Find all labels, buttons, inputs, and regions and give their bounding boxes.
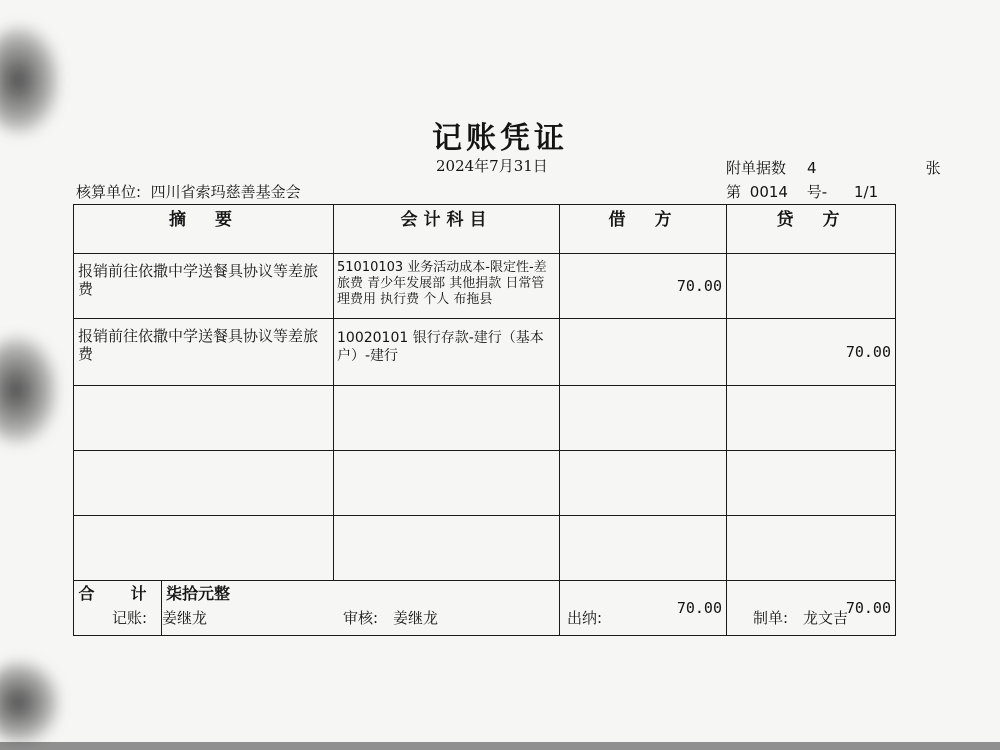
voucher-number-value: 0014 [749, 183, 788, 201]
total-amount-words: 柒拾元整 [162, 581, 560, 636]
row-debit [560, 319, 727, 386]
row-account: 51010103 业务活动成本-限定性-差旅费 青少年发展部 其他捐款 日常管理费用 执行费 个人 布拖县 [334, 254, 560, 319]
row-summary [74, 386, 334, 451]
header-debit: 借 方 [560, 205, 727, 254]
attachment-count [726, 157, 941, 178]
total-debit: 70.00 [560, 581, 727, 636]
total-label: 合 计 [74, 581, 162, 636]
attachment-number: 4 [807, 159, 817, 177]
voucher-number [726, 181, 878, 202]
row-summary: 报销前往依撒中学送餐具协议等差旅费 [74, 254, 334, 319]
row-account [334, 516, 560, 581]
table-row [74, 319, 896, 386]
header-summary: 摘 要 [74, 205, 334, 254]
header-credit: 贷 方 [727, 205, 896, 254]
total-credit: 70.00 [727, 581, 896, 636]
voucher-number-prefix: 第 [726, 183, 742, 201]
accounting-unit-label: 核算单位: [76, 183, 142, 201]
row-account [334, 386, 560, 451]
row-debit: 70.00 [560, 254, 727, 319]
attachment-label: 附单据数 [726, 159, 787, 177]
row-credit [727, 386, 896, 451]
scan-smudge-bottom [0, 660, 60, 745]
table-row [74, 451, 896, 516]
accounting-unit-name: 四川省索玛慈善基金会 [150, 183, 301, 201]
voucher-number-label: 号- [806, 183, 828, 201]
signature-cashier: 出纳: [567, 609, 603, 627]
row-credit: 70.00 [727, 319, 896, 386]
table-row [74, 516, 896, 581]
accounting-unit [76, 181, 301, 202]
voucher-title: 记账凭证 [432, 121, 568, 156]
voucher-date: 2024年7月31日 [436, 157, 548, 175]
row-debit [560, 516, 727, 581]
header-account: 会计科目 [334, 205, 560, 254]
row-summary: 报销前往依撒中学送餐具协议等差旅费 [74, 319, 334, 386]
voucher-table [73, 204, 896, 636]
signature-reviewer: 审核: 姜继龙 [343, 609, 439, 627]
row-credit [727, 516, 896, 581]
row-summary [74, 516, 334, 581]
row-account: 10020101 银行存款-建行（基本户）-建行 [334, 319, 560, 386]
voucher-page-indicator: 1/1 [853, 183, 879, 201]
row-credit [727, 254, 896, 319]
row-account [334, 451, 560, 516]
scan-bottom-edge [0, 742, 1000, 750]
signature-bookkeeper: 记账: 姜继龙 [112, 609, 208, 627]
scan-smudge-middle [0, 335, 58, 445]
row-summary [74, 451, 334, 516]
row-debit [560, 386, 727, 451]
table-header-row [74, 205, 896, 254]
signature-preparer: 制单: 龙文吉 [753, 609, 849, 627]
table-row [74, 386, 896, 451]
attachment-suffix: 张 [925, 159, 941, 177]
row-credit [727, 451, 896, 516]
table-row [74, 254, 896, 319]
row-debit [560, 451, 727, 516]
